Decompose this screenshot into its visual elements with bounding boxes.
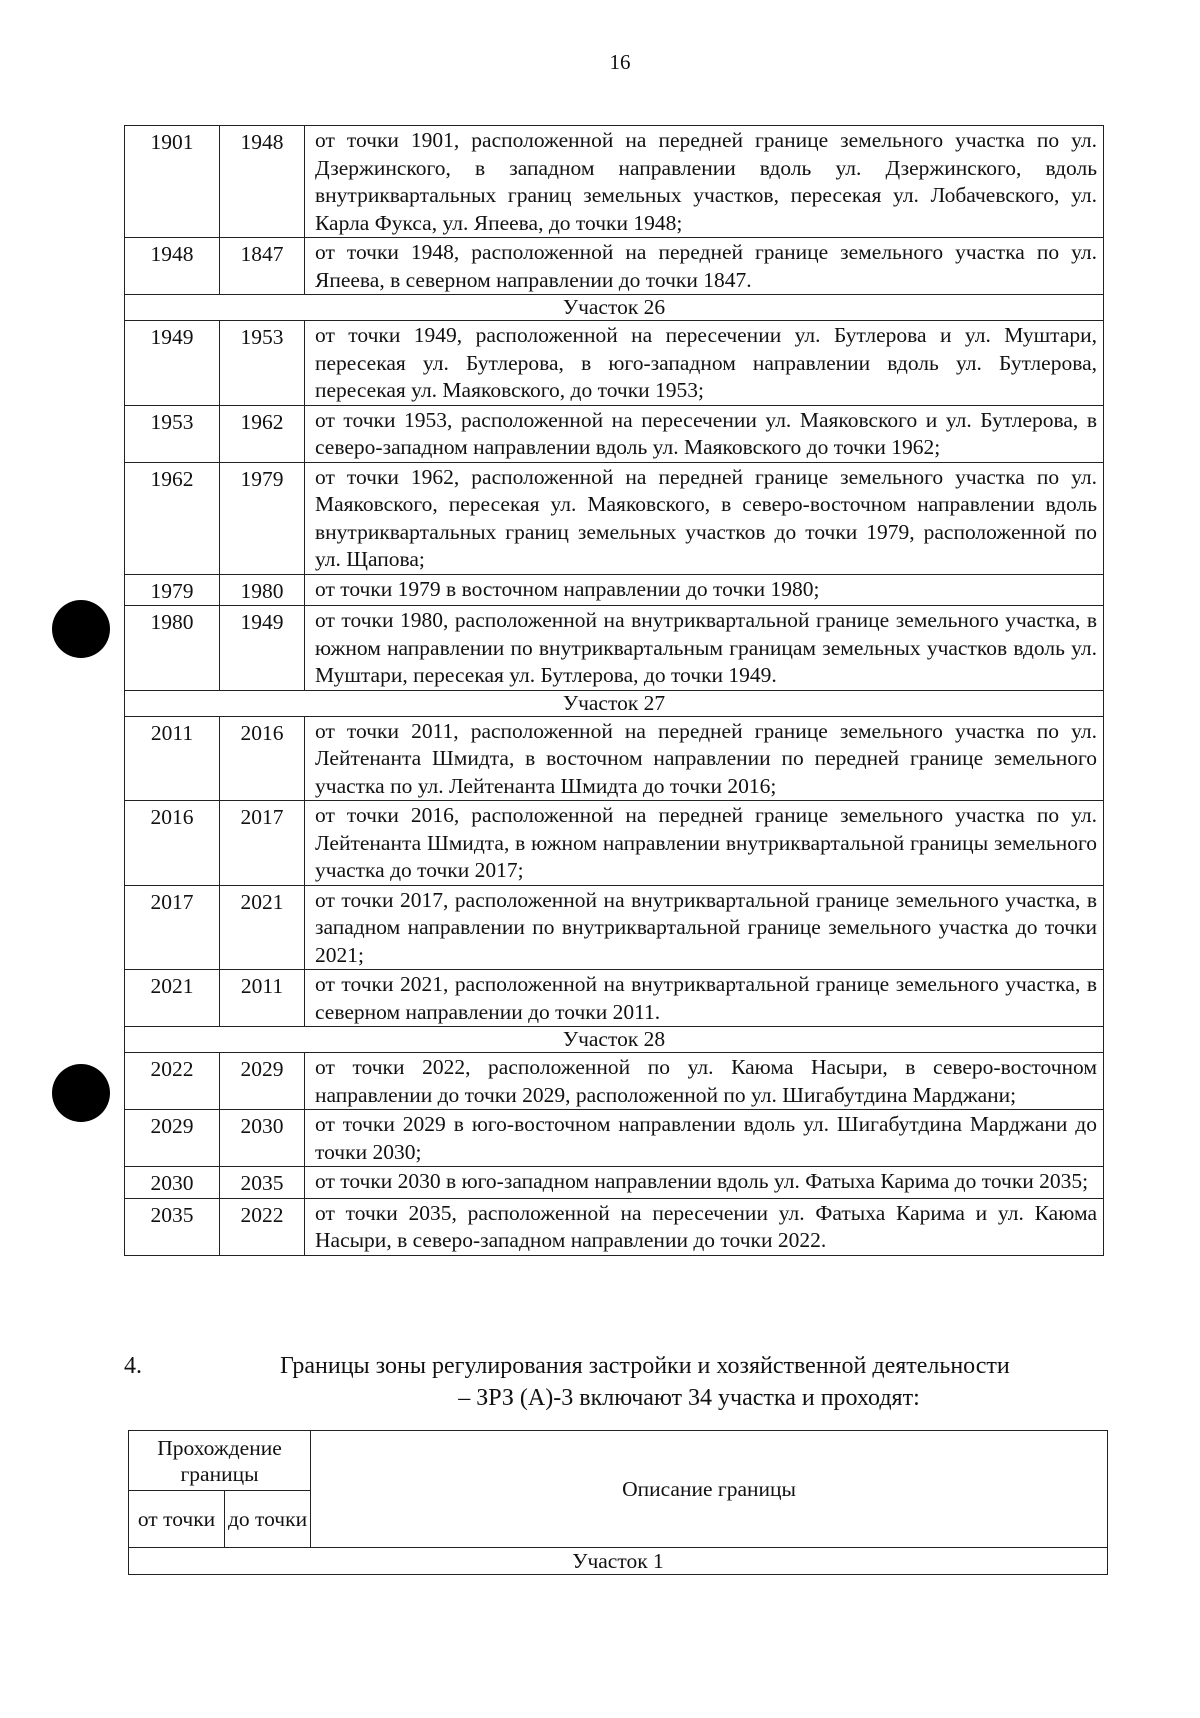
table-row: [125, 574, 1104, 606]
boundary-table: [124, 125, 1104, 1256]
description-cell: от точки 1953, расположенной на пересечении ул. Маяковского и ул. Бутлерова, в северо-западном направлении вдоль ул. Маяковского до точки 1962;: [305, 405, 1104, 462]
to-point-cell: 1980: [220, 574, 305, 606]
to-point-cell: 2029: [220, 1053, 305, 1110]
to-point-cell: 2035: [220, 1167, 305, 1199]
to-point-cell: 1953: [220, 321, 305, 406]
to-point-cell: 2011: [220, 970, 305, 1027]
description-cell: от точки 1979 в восточном направлении до точки 1980;: [305, 574, 1104, 606]
table-row: [125, 885, 1104, 970]
from-point-cell: 1979: [125, 574, 220, 606]
table-row: [125, 1053, 1104, 1110]
from-point-cell: 1948: [125, 238, 220, 295]
table-row: [125, 801, 1104, 886]
section-row: [125, 1027, 1104, 1053]
from-point-cell: 2022: [125, 1053, 220, 1110]
from-point-cell: 1949: [125, 321, 220, 406]
from-point-cell: 2029: [125, 1110, 220, 1167]
to-point-cell: 2022: [220, 1198, 305, 1255]
table-row: [125, 1167, 1104, 1199]
from-point-cell: 2017: [125, 885, 220, 970]
description-header: Описание границы: [311, 1431, 1108, 1548]
table-row: [125, 606, 1104, 691]
to-point-cell: 2021: [220, 885, 305, 970]
boundary-table-header: [128, 1430, 1108, 1575]
to-point-cell: 1847: [220, 238, 305, 295]
from-point-cell: 2021: [125, 970, 220, 1027]
section-row: [125, 295, 1104, 321]
table-row: [125, 716, 1104, 801]
description-cell: от точки 1962, расположенной на передней границе земельного участка по ул. Маяковского, пересекая ул. Маяковского, в северо-восточном направлении вдоль внутриквартальных границ земельных участков до точки 1979, расположенной по ул. Щапова;: [305, 462, 1104, 574]
description-cell: от точки 1980, расположенной на внутриквартальной границе земельного участка, в южном направлении по внутриквартальным границам земельных участков вдоль ул. Муштари, пересекая ул. Бутлерова, до точки 1949.: [305, 606, 1104, 691]
section-label: Участок 28: [125, 1027, 1104, 1053]
description-cell: от точки 2016, расположенной на передней границе земельного участка по ул. Лейтенанта Шмидта, в южном направлении внутриквартальной границы земельного участка до точки 2017;: [305, 801, 1104, 886]
passage-header: Прохождение границы: [129, 1431, 311, 1491]
to-point-cell: 1948: [220, 126, 305, 238]
table-row: [125, 238, 1104, 295]
description-cell: от точки 1948, расположенной на передней границе земельного участка по ул. Япеева, в северном направлении до точки 1847.: [305, 238, 1104, 295]
table-row: [125, 126, 1104, 238]
from-point-header: от точки: [129, 1491, 225, 1548]
description-cell: от точки 1949, расположенной на пересечении ул. Бутлерова и ул. Муштари, пересекая ул. Бутлерова, в юго-западном направлении вдоль ул. Бутлерова, пересекая ул. Маяковского, до точки 1953;: [305, 321, 1104, 406]
punch-hole-upper: [52, 600, 110, 658]
description-cell: от точки 2035, расположенной на пересечении ул. Фатыха Карима и ул. Каюма Насыри, в северо-западном направлении до точки 2022.: [305, 1198, 1104, 1255]
to-point-cell: 2016: [220, 716, 305, 801]
from-point-cell: 1953: [125, 405, 220, 462]
to-point-cell: 2030: [220, 1110, 305, 1167]
description-cell: от точки 2029 в юго-восточном направлении вдоль ул. Шигабутдина Марджани до точки 2030;: [305, 1110, 1104, 1167]
from-point-cell: 2011: [125, 716, 220, 801]
to-point-cell: 1979: [220, 462, 305, 574]
section-row-label: Участок 1: [129, 1548, 1108, 1575]
description-cell: от точки 2022, расположенной по ул. Каюма Насыри, в северо-восточном направлении до точки 2029, расположенной по ул. Шигабутдина Марджани;: [305, 1053, 1104, 1110]
description-cell: от точки 1901, расположенной на передней границе земельного участка по ул. Дзержинского, в западном направлении вдоль ул. Дзержинского, вдоль внутриквартальных границ земельных участков, пересекая ул. Лобачевского, ул. Карла Фукса, ул. Япеева, до точки 1948;: [305, 126, 1104, 238]
description-cell: от точки 2017, расположенной на внутриквартальной границе земельного участка, в западном направлении по внутриквартальной границе земельного участка до точки 2021;: [305, 885, 1104, 970]
section-row: [125, 690, 1104, 716]
table-row: [125, 321, 1104, 406]
description-cell: от точки 2021, расположенной на внутриквартальной границе земельного участка, в северном направлении до точки 2011.: [305, 970, 1104, 1027]
from-point-cell: 2016: [125, 801, 220, 886]
to-point-cell: 1962: [220, 405, 305, 462]
from-point-cell: 2035: [125, 1198, 220, 1255]
table-row: [125, 1110, 1104, 1167]
description-cell: от точки 2011, расположенной на передней границе земельного участка по ул. Лейтенанта Шмидта, в восточном направлении по передней границе земельного участка по ул. Лейтенанта Шмидта до точки 2016;: [305, 716, 1104, 801]
heading-line-2: – ЗРЗ (А)-3 включают 34 участка и проходят:: [458, 1385, 920, 1411]
section-label: Участок 27: [125, 690, 1104, 716]
table-row: [125, 462, 1104, 574]
heading-number: 4.: [124, 1353, 142, 1379]
to-point-cell: 2017: [220, 801, 305, 886]
table-row: [125, 405, 1104, 462]
table-row: [125, 970, 1104, 1027]
description-cell: от точки 2030 в юго-западном направлении вдоль ул. Фатыха Карима до точки 2035;: [305, 1167, 1104, 1199]
from-point-cell: 1980: [125, 606, 220, 691]
to-point-header: до точки: [225, 1491, 311, 1548]
table-row: [125, 1198, 1104, 1255]
page-number: 16: [609, 50, 631, 74]
from-point-cell: 1901: [125, 126, 220, 238]
heading-line-1: Границы зоны регулирования застройки и хозяйственной деятельности: [280, 1353, 1010, 1379]
from-point-cell: 1962: [125, 462, 220, 574]
section-label: Участок 26: [125, 295, 1104, 321]
to-point-cell: 1949: [220, 606, 305, 691]
punch-hole-lower: [52, 1064, 110, 1122]
from-point-cell: 2030: [125, 1167, 220, 1199]
